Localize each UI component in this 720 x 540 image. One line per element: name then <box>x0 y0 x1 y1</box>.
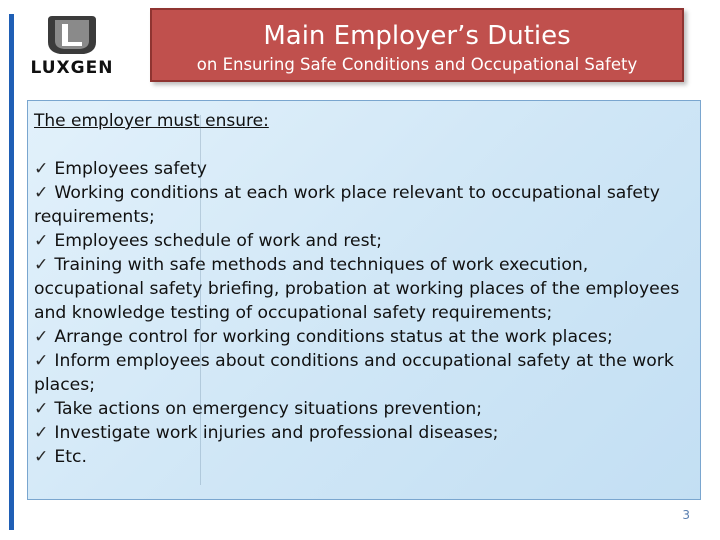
list-item-text: Working conditions at each work place relevant to occupational safety requirements; <box>34 183 660 227</box>
checkmark-icon: ✓ <box>34 255 49 275</box>
checkmark-icon: ✓ <box>34 327 49 347</box>
list-item-text: Employees schedule of work and rest; <box>54 231 383 251</box>
checkmark-icon: ✓ <box>34 447 49 467</box>
content-box <box>27 100 701 500</box>
list-item-text: Employees safety <box>54 159 207 179</box>
faint-divider <box>200 115 201 485</box>
accent-bar <box>9 14 14 530</box>
checkmark-icon: ✓ <box>34 351 49 371</box>
checkmark-icon: ✓ <box>34 231 49 251</box>
luxgen-logo-icon <box>22 12 122 58</box>
page-title: Main Employer’s Duties <box>263 21 571 51</box>
intro-text: The employer must ensure: <box>34 111 269 131</box>
checkmark-icon: ✓ <box>34 423 49 443</box>
logo-brand-text: LUXGEN <box>30 58 114 78</box>
list-item <box>34 157 694 181</box>
list-item <box>34 181 694 229</box>
list-item-text: Training with safe methods and techniques of work execution, occupational safety briefing, probation at working places of the employees and knowledge testing of occupational safety requirements; <box>34 255 680 323</box>
duties-list <box>34 157 694 469</box>
list-item-text: Take actions on emergency situations prevention; <box>54 399 483 419</box>
list-item <box>34 349 694 397</box>
list-item <box>34 445 694 469</box>
list-item-text: Investigate work injuries and professional diseases; <box>54 423 499 443</box>
checkmark-icon: ✓ <box>34 159 49 179</box>
checkmark-icon: ✓ <box>34 183 49 203</box>
checkmark-icon: ✓ <box>34 399 49 419</box>
list-item <box>34 253 694 325</box>
list-item-text: Etc. <box>54 447 87 467</box>
list-item <box>34 229 694 253</box>
list-item <box>34 325 694 349</box>
page-number: 3 <box>682 508 690 522</box>
page-subtitle: on Ensuring Safe Conditions and Occupational Safety <box>196 55 638 74</box>
list-item <box>34 397 694 421</box>
list-item-text: Arrange control for working conditions status at the work places; <box>54 327 613 347</box>
title-banner <box>150 8 684 82</box>
list-item-text: Inform employees about conditions and occupational safety at the work places; <box>34 351 674 395</box>
brand-logo <box>22 12 122 80</box>
list-item <box>34 421 694 445</box>
